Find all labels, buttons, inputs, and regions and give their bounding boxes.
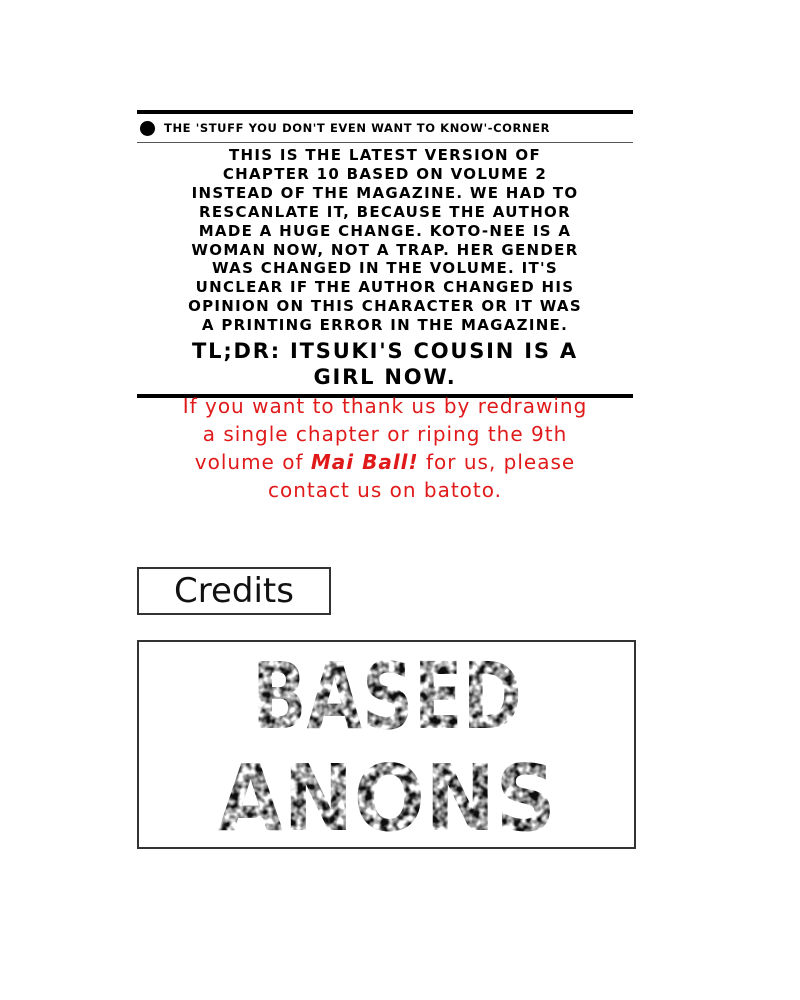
- logo-line-2: ANONS: [218, 745, 556, 847]
- corner-body-line: INSTEAD OF THE MAGAZINE. WE HAD TO: [191, 183, 579, 202]
- manga-title: Mai Ball!: [310, 450, 419, 474]
- group-logo: [137, 640, 636, 849]
- credits-heading: Credits: [137, 567, 331, 615]
- corner-body-line: A PRINTING ERROR IN THE MAGAZINE.: [201, 316, 569, 335]
- tldr: [137, 335, 633, 392]
- bullet-icon: [140, 121, 155, 136]
- corner-title: THE 'STUFF YOU DON'T EVEN WANT TO KNOW'-CORNER: [164, 121, 551, 135]
- corner-body-line: OPINION ON THIS CHARACTER OR IT WAS: [188, 297, 582, 316]
- corner-body-line: MADE A HUGE CHANGE. KOTO-NEE IS A: [198, 221, 572, 240]
- thank-you-note: [137, 392, 633, 504]
- corner-body-line: CHAPTER 10 BASED ON VOLUME 2: [222, 164, 548, 183]
- note-text: for us, please: [418, 450, 576, 474]
- stuff-corner: [137, 110, 633, 398]
- group-logo-art: [139, 642, 634, 847]
- logo-line-1: BASED: [252, 643, 522, 750]
- corner-body-line: WAS CHANGED IN THE VOLUME. IT'S: [212, 259, 558, 278]
- note-line: a single chapter or riping the 9th: [202, 422, 568, 446]
- tldr-line: TL;DR: ITSUKI'S COUSIN IS A: [192, 339, 578, 364]
- corner-body: [137, 143, 633, 335]
- corner-header: [137, 114, 633, 143]
- note-line: contact us on batoto.: [267, 478, 503, 502]
- note-line: If you want to thank us by redrawing: [182, 394, 588, 418]
- corner-body-line: WOMAN NOW, NOT A TRAP. HER GENDER: [191, 240, 579, 259]
- corner-body-line: UNCLEAR IF THE AUTHOR CHANGED HIS: [195, 278, 575, 297]
- note-line: [137, 448, 633, 476]
- tldr-line: GIRL NOW.: [313, 365, 457, 390]
- corner-body-line: THIS IS THE LATEST VERSION OF: [228, 146, 541, 164]
- note-text: volume of: [194, 450, 311, 474]
- corner-body-line: RESCANLATE IT, BECAUSE THE AUTHOR: [199, 202, 571, 221]
